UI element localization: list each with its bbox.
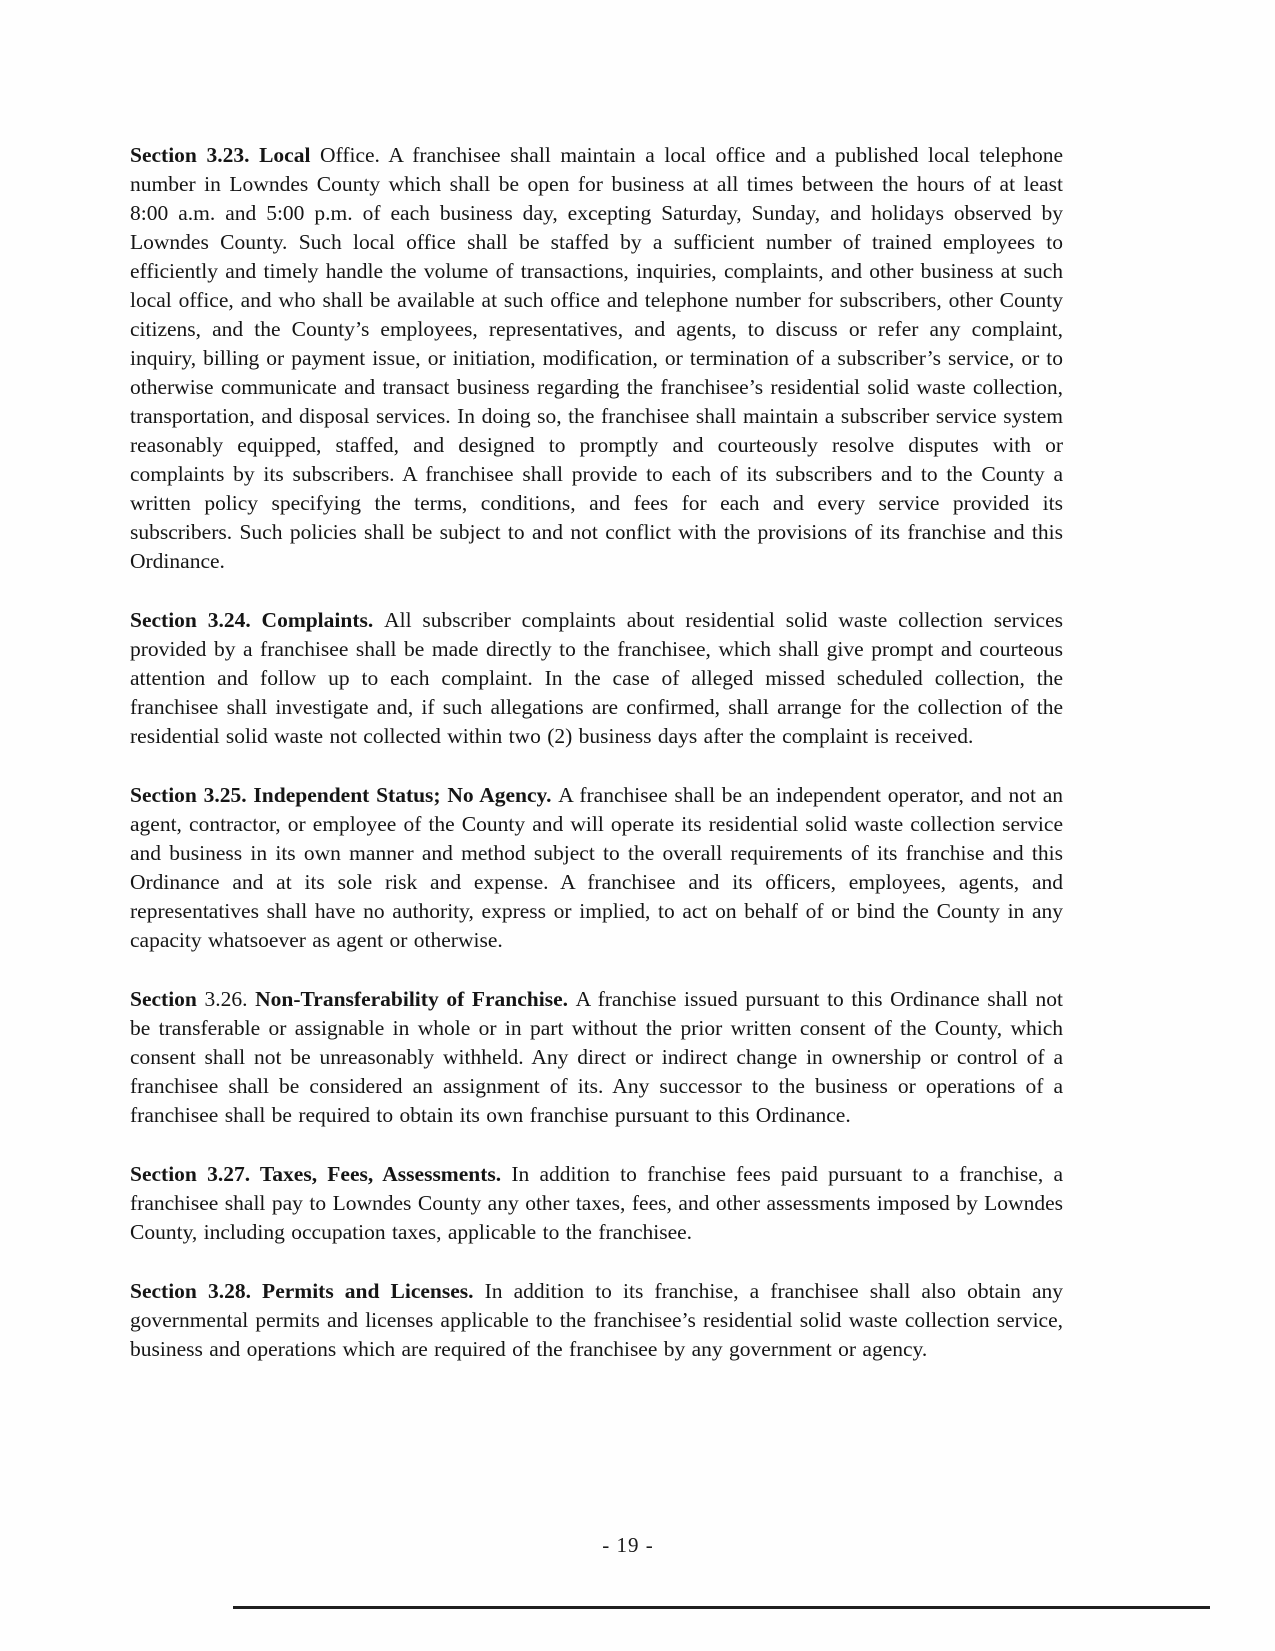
section-heading-run: Section 3.28. Permits and Licenses. bbox=[130, 1279, 485, 1303]
body-text-run: 3.26. bbox=[204, 987, 256, 1011]
section-3-23-paragraph bbox=[130, 141, 1063, 576]
body-text-run: A franchisee shall be an independent operator, and not an agent, contractor, or employee of the County and will operate its residential solid waste collection service and business in its own manner and method subject to the overall requirements of its franchise and this Ordinance and at its sole risk and expense. A franchisee and its officers, employees, agents, and representatives shall have no authority, express or implied, to act on behalf of or bind the County in any capacity whatsoever as agent or otherwise. bbox=[130, 783, 1064, 952]
body-text-run: A franchise issued pursuant to this Ordinance shall not be transferable or assignable in whole or in part without the prior written consent of the County, which consent shall not be unreasonably withheld. Any direct or indirect change in ownership or control of a franchisee shall be considered an assignment of its. Any successor to the business or operations of a franchisee shall be required to obtain its own franchise pursuant to this Ordinance. bbox=[130, 987, 1064, 1127]
section-heading-run: Section bbox=[130, 987, 205, 1011]
section-3-25-paragraph bbox=[130, 781, 1063, 955]
body-text-run: Office. A franchisee shall maintain a local office and a published local telephone number in Lowndes County which shall be open for business at all times between the hours of at least 8:00 a.m. and 5:00 p.m. of each business day, excepting Saturday, Sunday, and holidays observed by Lowndes County. Such local office shall be staffed by a sufficient number of trained employees to efficiently and timely handle the volume of transactions, inquiries, complaints, and other business at such local office, and who shall be available at such office and telephone number for subscribers, other County citizens, and the County’s employees, representatives, and agents, to discuss or refer any complaint, inquiry, billing or payment issue, or initiation, modification, or termination of a subscriber’s service, or to otherwise communicate and transact business regarding the franchisee’s residential solid waste collection, transportation, and disposal services. In doing so, the franchisee shall maintain a subscriber service system reasonably equipped, staffed, and designed to promptly and courteously resolve disputes with or complaints by its subscribers. A franchisee shall provide to each of its subscribers and to the County a written policy specifying the terms, conditions, and fees for each and every service provided its subscribers. Such policies shall be subject to and not conflict with the provisions of its franchise and this Ordinance. bbox=[130, 143, 1063, 573]
section-heading-run: Section 3.27. Taxes, Fees, Assessments. bbox=[130, 1162, 512, 1186]
section-heading-run: Section 3.23. Local bbox=[130, 143, 321, 167]
page-number: - 19 - bbox=[602, 1533, 654, 1557]
body-text-run: All subscriber complaints about residential solid waste collection services provided by a franchisee shall be made directly to the franchisee, which shall give prompt and courteous attention and follow up to each complaint. In the case of alleged missed scheduled collection, the franchisee shall investigate and, if such allegations are confirmed, shall arrange for the collection of the residential solid waste not collected within two (2) business days after the complaint is received. bbox=[130, 608, 1063, 748]
section-heading-run: Non-Transferability of Franchise. bbox=[255, 987, 576, 1011]
body-text-run: In addition to its franchise, a franchisee shall also obtain any governmental permits and licenses applicable to the franchisee’s residential solid waste collection service, business and operations which are required of the franchisee by any government or agency. bbox=[130, 1279, 1064, 1361]
document-body bbox=[130, 141, 1063, 1394]
section-3-26-paragraph bbox=[130, 985, 1063, 1130]
section-heading-run: Section 3.25. Independent Status; No Agency. bbox=[130, 783, 559, 807]
section-3-27-paragraph bbox=[130, 1160, 1063, 1247]
section-3-24-paragraph bbox=[130, 606, 1063, 751]
section-3-28-paragraph bbox=[130, 1277, 1063, 1364]
body-text-run: In addition to franchise fees paid pursuant to a franchise, a franchisee shall pay to Lowndes County any other taxes, fees, and other assessments imposed by Lowndes County, including occupation taxes, applicable to the franchisee. bbox=[130, 1162, 1063, 1244]
section-heading-run: Section 3.24. Complaints. bbox=[130, 608, 385, 632]
footer-rule bbox=[233, 1606, 1210, 1609]
